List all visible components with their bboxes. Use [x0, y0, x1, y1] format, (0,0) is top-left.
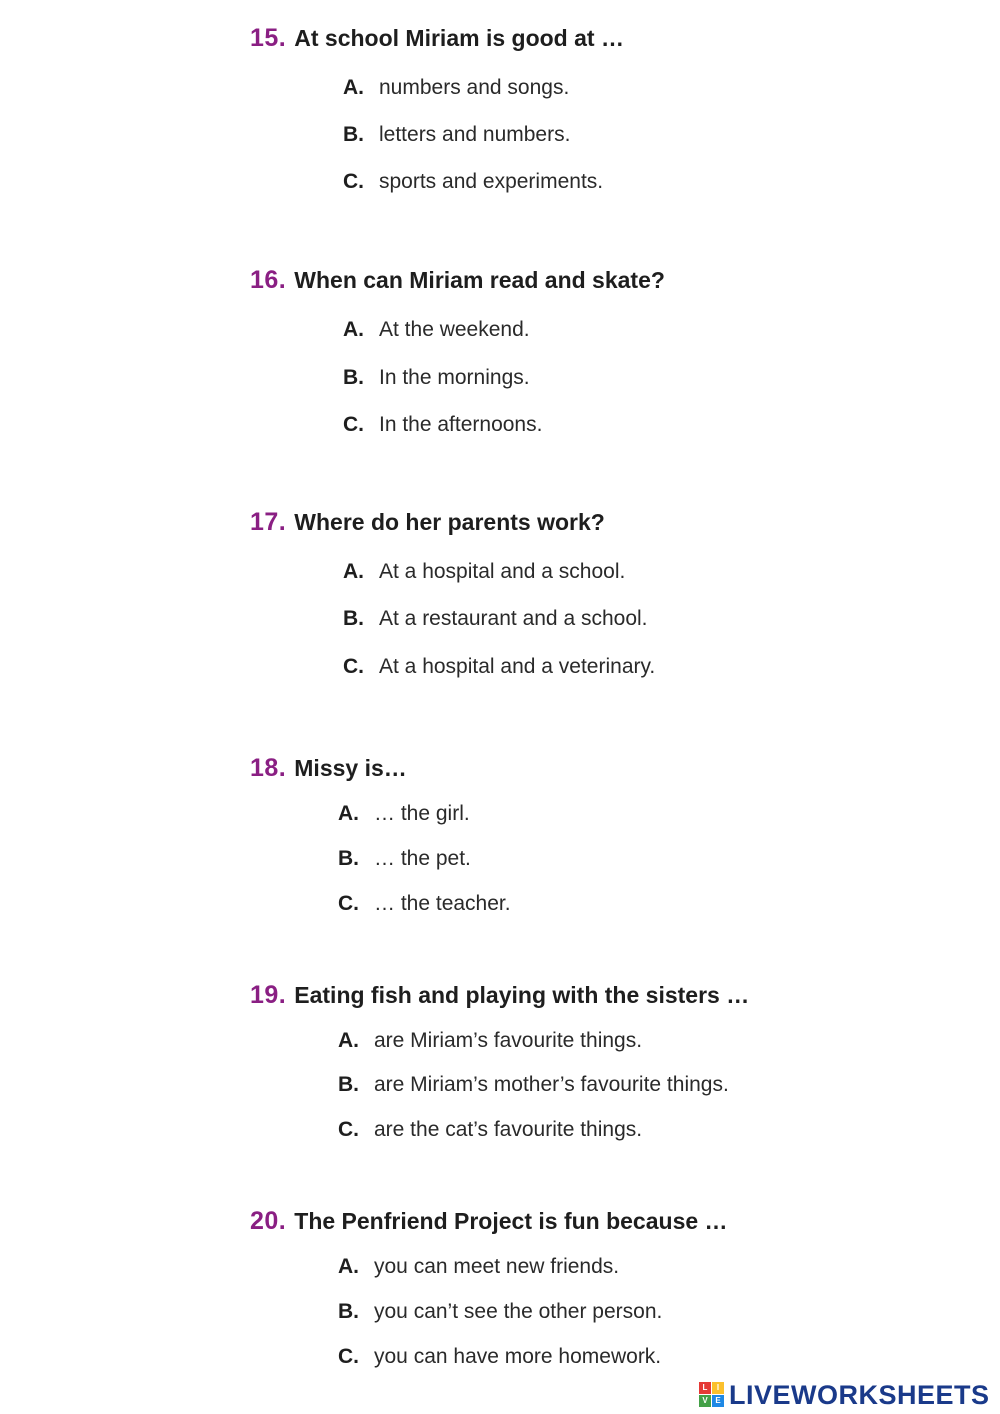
option-text: numbers and songs. — [379, 76, 570, 99]
option-text: At a restaurant and a school. — [379, 607, 648, 630]
option-a[interactable] — [338, 1255, 619, 1279]
option-text: At a hospital and a school. — [379, 560, 626, 583]
option-text: At the weekend. — [379, 318, 530, 341]
option-text: letters and numbers. — [379, 123, 571, 146]
question-number: 19. — [250, 981, 287, 1009]
option-b[interactable] — [338, 1300, 662, 1324]
option-letter: B. — [343, 123, 364, 146]
option-letter: A. — [338, 1255, 359, 1278]
option-letter: B. — [338, 1300, 359, 1323]
question-text: The Penfriend Project is fun because … — [294, 1208, 728, 1234]
option-a[interactable] — [338, 1029, 642, 1053]
option-letter: C. — [338, 892, 359, 915]
option-c[interactable] — [338, 1345, 661, 1369]
option-c[interactable] — [343, 655, 655, 679]
option-b[interactable] — [338, 1073, 729, 1097]
question-text: At school Miriam is good at … — [294, 25, 624, 51]
option-letter: A. — [343, 560, 364, 583]
question-number: 18. — [250, 754, 287, 782]
option-text: you can meet new friends. — [374, 1255, 620, 1278]
option-letter: A. — [343, 76, 364, 99]
question-heading — [250, 754, 407, 783]
question-number: 17. — [250, 508, 287, 536]
question-number: 16. — [250, 266, 287, 294]
option-b[interactable] — [343, 607, 648, 631]
option-text: In the mornings. — [379, 366, 530, 389]
option-c[interactable] — [338, 892, 511, 916]
option-letter: C. — [338, 1345, 359, 1368]
option-c[interactable] — [343, 170, 603, 194]
option-a[interactable] — [343, 560, 625, 584]
option-letter: B. — [343, 366, 364, 389]
option-text: … the pet. — [374, 847, 471, 870]
option-text: are the cat’s favourite things. — [374, 1118, 643, 1141]
option-text: … the teacher. — [374, 892, 511, 915]
option-letter: A. — [338, 1029, 359, 1052]
option-letter: B. — [338, 1073, 359, 1096]
option-text: sports and experiments. — [379, 170, 604, 193]
option-b[interactable] — [338, 847, 471, 871]
question-text: Eating fish and playing with the sisters … — [294, 982, 750, 1008]
option-b[interactable] — [343, 366, 530, 390]
option-text: you can’t see the other person. — [374, 1300, 663, 1323]
logo-cube-icon: L I V E — [699, 1382, 725, 1408]
logo-text: LIVEWORKSHEETS — [729, 1380, 990, 1410]
option-text: At a hospital and a veterinary. — [379, 655, 656, 678]
question-number: 20. — [250, 1207, 287, 1235]
option-letter: B. — [343, 607, 364, 630]
question-heading — [250, 508, 605, 537]
option-text: … the girl. — [374, 802, 470, 825]
option-text: are Miriam’s mother’s favourite things. — [374, 1073, 729, 1096]
option-letter: B. — [338, 847, 359, 870]
question-heading — [250, 266, 665, 295]
question-heading — [250, 1207, 728, 1236]
question-number: 15. — [250, 24, 287, 52]
option-c[interactable] — [338, 1118, 642, 1142]
option-letter: C. — [338, 1118, 359, 1141]
question-heading — [250, 981, 749, 1010]
option-c[interactable] — [343, 413, 542, 437]
question-text: Where do her parents work? — [294, 509, 605, 535]
option-text: In the afternoons. — [379, 413, 543, 436]
option-a[interactable] — [343, 318, 530, 342]
option-a[interactable] — [338, 802, 470, 826]
option-text: are Miriam’s favourite things. — [374, 1029, 643, 1052]
option-letter: A. — [338, 802, 359, 825]
option-letter: C. — [343, 655, 364, 678]
option-letter: C. — [343, 413, 364, 436]
question-text: When can Miriam read and skate? — [294, 267, 665, 293]
option-b[interactable] — [343, 123, 570, 147]
option-text: you can have more homework. — [374, 1345, 662, 1368]
option-letter: C. — [343, 170, 364, 193]
question-heading — [250, 24, 624, 53]
question-text: Missy is… — [294, 755, 407, 781]
option-letter: A. — [343, 318, 364, 341]
option-a[interactable] — [343, 76, 569, 100]
